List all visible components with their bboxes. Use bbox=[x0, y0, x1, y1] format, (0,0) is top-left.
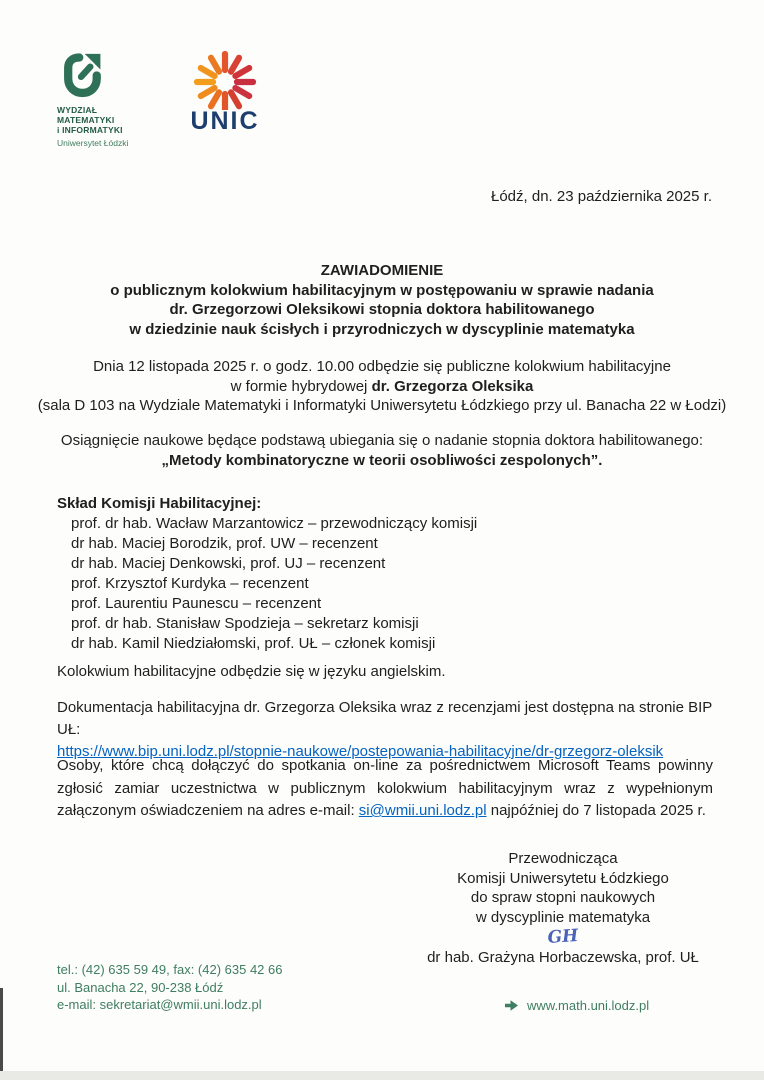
online-note-text: najpóźniej do 7 listopada 2025 r. bbox=[486, 802, 706, 819]
notice-title-line: w dziedzinie nauk ścisłych i przyrodniczych w dyscyplinie matematyka bbox=[129, 320, 635, 338]
unic-logo bbox=[177, 50, 273, 134]
signer-role-line: do spraw stopni naukowych bbox=[470, 889, 656, 906]
signer-role-line: Przewodnicząca bbox=[508, 850, 618, 867]
wmii-faculty-line: WYDZIAŁ bbox=[57, 105, 98, 115]
committee-heading: Skład Komisji Habilitacyjnej: bbox=[57, 495, 262, 512]
footer-email: e-mail: sekretariat@wmii.uni.lodz.pl bbox=[57, 997, 262, 1012]
handwritten-initials: GH bbox=[546, 925, 579, 949]
date-line: Łódź, dn. 23 października 2025 r. bbox=[491, 188, 712, 205]
documentation-note bbox=[57, 697, 717, 763]
footer-contact bbox=[57, 961, 282, 1014]
signer-role-line: Komisji Uniwersytetu Łódzkiego bbox=[457, 869, 669, 887]
wmii-faculty-line: MATEMATYKI bbox=[57, 115, 115, 125]
arrow-right-icon bbox=[504, 999, 519, 1012]
online-note-text: Osoby, które chcą dołączyć do spotkania on-line za pośrednictwem Microsoft Teams powinny zgłosić zamiar uczestnictwa w publicznym kolokwium habilitacyjnym wraz z wypełnionym załączonym oświadczeniem na adres e-mail: bbox=[57, 757, 713, 819]
signer-name: dr hab. Grażyna Horbaczewska, prof. UŁ bbox=[427, 949, 699, 966]
header-logos bbox=[57, 50, 273, 148]
bip-documentation-link[interactable]: https://www.bip.uni.lodz.pl/stopnie-naukowe/postepowania-habilitacyjne/dr-grzegorz-oleksik bbox=[57, 743, 664, 760]
committee-member: dr hab. Maciej Borodzik, prof. UW – recenzent bbox=[71, 535, 378, 552]
achievement bbox=[30, 431, 734, 471]
footer-website bbox=[504, 998, 649, 1013]
wmii-logo bbox=[57, 50, 149, 148]
candidate-name: dr. Grzegorza Oleksika bbox=[371, 377, 534, 395]
scan-bottom-artifact bbox=[0, 1071, 764, 1080]
committee-member: prof. Krzysztof Kurdyka – recenzent bbox=[71, 575, 309, 592]
notice-title bbox=[30, 261, 734, 339]
event-line: Dnia 12 listopada 2025 r. o godz. 10.00 odbędzie się publiczne kolokwium habilitacyjne bbox=[93, 358, 671, 375]
wmii-u-arrow-icon bbox=[57, 50, 149, 100]
documentation-intro: Dokumentacja habilitacyjna dr. Grzegorza Oleksika wraz z recenzjami jest dostępna na stronie BIP UŁ: bbox=[57, 699, 713, 738]
language-note: Kolokwium habilitacyjne odbędzie się w języku angielskim. bbox=[57, 663, 446, 680]
event-details bbox=[30, 357, 734, 416]
footer-tel-fax: tel.: (42) 635 59 49, fax: (42) 635 42 66 bbox=[57, 962, 283, 977]
achievement-intro: Osiągnięcie naukowe będące podstawą ubiegania się o nadanie stopnia doktora habilitowanego: bbox=[60, 432, 704, 449]
signer-role-line: w dyscyplinie matematyka bbox=[475, 908, 651, 926]
committee-member: dr hab. Maciej Denkowski, prof. UJ – recenzent bbox=[71, 555, 386, 572]
event-line-text: w formie hybrydowej bbox=[230, 377, 372, 395]
notice-heading: ZAWIADOMIENIE bbox=[320, 262, 444, 279]
event-location: (sala D 103 na Wydziale Matematyki i Informatyki Uniwersytetu Łódzkiego przy ul. Banacha 22 w Łodzi) bbox=[37, 397, 727, 414]
committee-member: dr hab. Kamil Niedziałomski, prof. UŁ – członek komisji bbox=[71, 635, 436, 652]
event-line bbox=[30, 377, 734, 397]
wmii-faculty-line: i INFORMATYKI bbox=[57, 125, 123, 135]
footer-address: ul. Banacha 22, 90-238 Łódź bbox=[57, 979, 224, 995]
committee-list bbox=[57, 494, 712, 654]
committee-member: prof. dr hab. Stanisław Spodzieja – sekretarz komisji bbox=[71, 615, 419, 632]
notice-title-line: dr. Grzegorzowi Oleksikowi stopnia doktora habilitowanego bbox=[169, 301, 595, 318]
footer-website-url: www.math.uni.lodz.pl bbox=[527, 998, 650, 1013]
committee-member: prof. Laurentiu Paunescu – recenzent bbox=[71, 595, 322, 612]
wmii-university-label: Uniwersytet Łódzki bbox=[57, 138, 129, 148]
scan-edge-artifact bbox=[0, 988, 3, 1074]
unic-starburst-icon bbox=[177, 50, 273, 110]
signature-block bbox=[400, 849, 726, 968]
unic-wordmark: UNIC bbox=[190, 107, 260, 135]
online-participation-note bbox=[57, 755, 713, 823]
notice-title-line: o publicznym kolokwium habilitacyjnym w postępowaniu w sprawie nadania bbox=[110, 281, 654, 299]
registration-email-link[interactable]: si@wmii.uni.lodz.pl bbox=[358, 802, 487, 819]
committee-member: prof. dr hab. Wacław Marzantowicz – przewodniczący komisji bbox=[71, 515, 478, 532]
achievement-title: „Metody kombinatoryczne w teorii osobliwości zespolonych”. bbox=[161, 452, 603, 469]
